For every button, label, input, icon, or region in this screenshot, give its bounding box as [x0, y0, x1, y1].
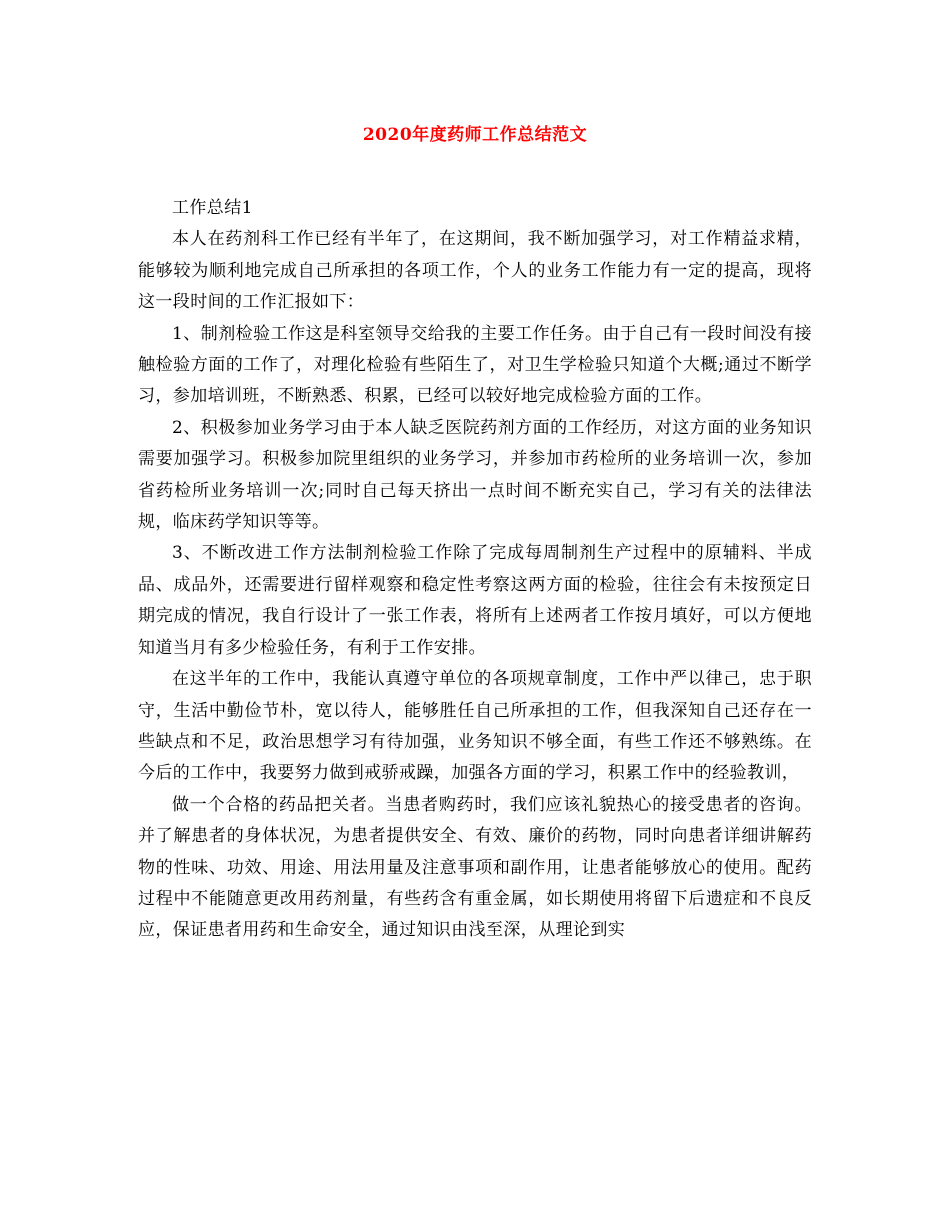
- paragraph-reflection: 在这半年的工作中，我能认真遵守单位的各项规章制度，工作中严以律己，忠于职守，生活中勤俭节朴，宽以待人，能够胜任自己所承担的工作，但我深知自己还存在一些缺点和不足，政治思想学习有待加强，业务知识不够全面，有些工作还不够熟练。在今后的工作中，我要努力做到戒骄戒躁，加强各方面的学习，积累工作中的经验教训，: [138, 669, 812, 784]
- paragraph-intro: 本人在药剂科工作已经有半年了，在这期间，我不断加强学习，对工作精益求精，能够较为顺利地完成自己所承担的各项工作，个人的业务工作能力有一定的提高，现将这一段时间的工作汇报如下：: [138, 229, 812, 313]
- paragraph-pharmacist-role: 做一个合格的药品把关者。当患者购药时，我们应该礼貌热心的接受患者的咨询。并了解患者的身体状况，为患者提供安全、有效、廉价的药物，同时向患者详细讲解药物的性味、功效、用途、用法用量及注意事项和副作用，让患者能够放心的使用。配药过程中不能随意更改用药剂量，有些药含有重金属，如长期使用将留下后遗症和不良反应，保证患者用药和生命安全，通过知识由浅至深，从理论到实: [138, 794, 812, 941]
- document-body: [138, 193, 812, 947]
- paragraph-item-3: 3、不断改进工作方法制剂检验工作除了完成每周制剂生产过程中的原辅料、半成品、成品外，还需要进行留样观察和稳定性考察这两方面的检验，往往会有未按预定日期完成的情况，我自行设计了一张工作表，将所有上述两者工作按月填好，可以方便地知道当月有多少检验任务，有利于工作安排。: [138, 543, 812, 658]
- paragraph-item-1: 1、制剂检验工作这是科室领导交给我的主要工作任务。由于自己有一段时间没有接触检验方面的工作了，对理化检验有些陌生了，对卫生学检验只知道个大概;通过不断学习，参加培训班，不断熟悉、积累，已经可以较好地完成检验方面的工作。: [138, 323, 812, 407]
- document-title: 2020年度药师工作总结范文: [362, 125, 588, 145]
- section-heading: 工作总结1: [172, 198, 253, 218]
- paragraph-item-2: 2、积极参加业务学习由于本人缺乏医院药剂方面的工作经历，对这方面的业务知识需要加强学习。积极参加院里组织的业务学习，并参加市药检所的业务培训一次，参加省药检所业务培训一次;同时自己每天挤出一点时间不断充实自己，学习有关的法律法规，临床药学知识等等。: [138, 417, 812, 533]
